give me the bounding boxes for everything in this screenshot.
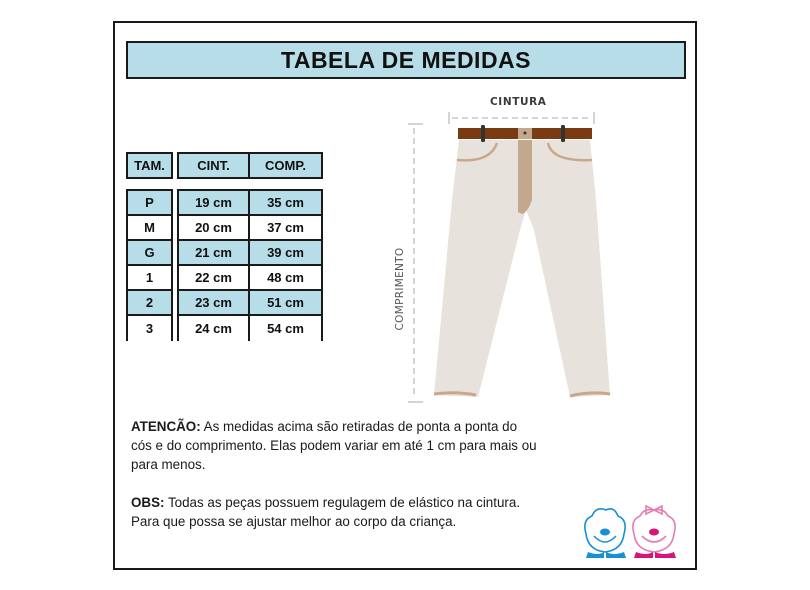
obs-label: OBS: (131, 495, 165, 510)
table-cell-length: 51 cm (250, 291, 321, 316)
table-cell-waist: 22 cm (179, 266, 250, 291)
table-cell-size: M (128, 216, 171, 241)
table-cell-size: 1 (128, 266, 171, 291)
obs-note (131, 493, 541, 531)
table-cell-size: P (128, 191, 171, 216)
header-size: TAM. (126, 152, 173, 179)
length-measure-line (408, 124, 423, 402)
table-cell-waist: 24 cm (179, 316, 250, 341)
table-cell-length: 39 cm (250, 241, 321, 266)
attention-label: ATENCÃO: (131, 419, 201, 434)
table-cell-size: 3 (128, 316, 171, 341)
table-cell-length: 37 cm (250, 216, 321, 241)
table-cell-length: 48 cm (250, 266, 321, 291)
table-cell-waist: 21 cm (179, 241, 250, 266)
table-cell-waist: 20 cm (179, 216, 250, 241)
obs-text: Todas as peças possuem regulagem de elástico na cintura. Para que possa se ajustar melhor ao corpo da criança. (131, 495, 521, 529)
table-cell-length: 54 cm (250, 316, 321, 341)
waist-label: CINTURA (490, 96, 547, 108)
table-cell-waist: 19 cm (179, 191, 250, 216)
page-title: TABELA DE MEDIDAS (281, 46, 531, 73)
table-cell-waist: 23 cm (179, 291, 250, 316)
header-waist: CINT. (179, 152, 250, 179)
waist-measure-line (449, 112, 594, 124)
attention-text: As medidas acima são retiradas de ponta a ponta do cós e do comprimento. Elas podem variar em até 1 cm para mais ou para menos. (131, 419, 537, 472)
length-label: COMPRIMENTO (394, 247, 406, 331)
table-cell-length: 35 cm (250, 191, 321, 216)
attention-note (131, 417, 541, 474)
table-cell-size: 2 (128, 291, 171, 316)
mascots-logo-icon (578, 500, 688, 562)
header-length: COMP. (265, 158, 306, 173)
table-cell-size: G (128, 241, 171, 266)
